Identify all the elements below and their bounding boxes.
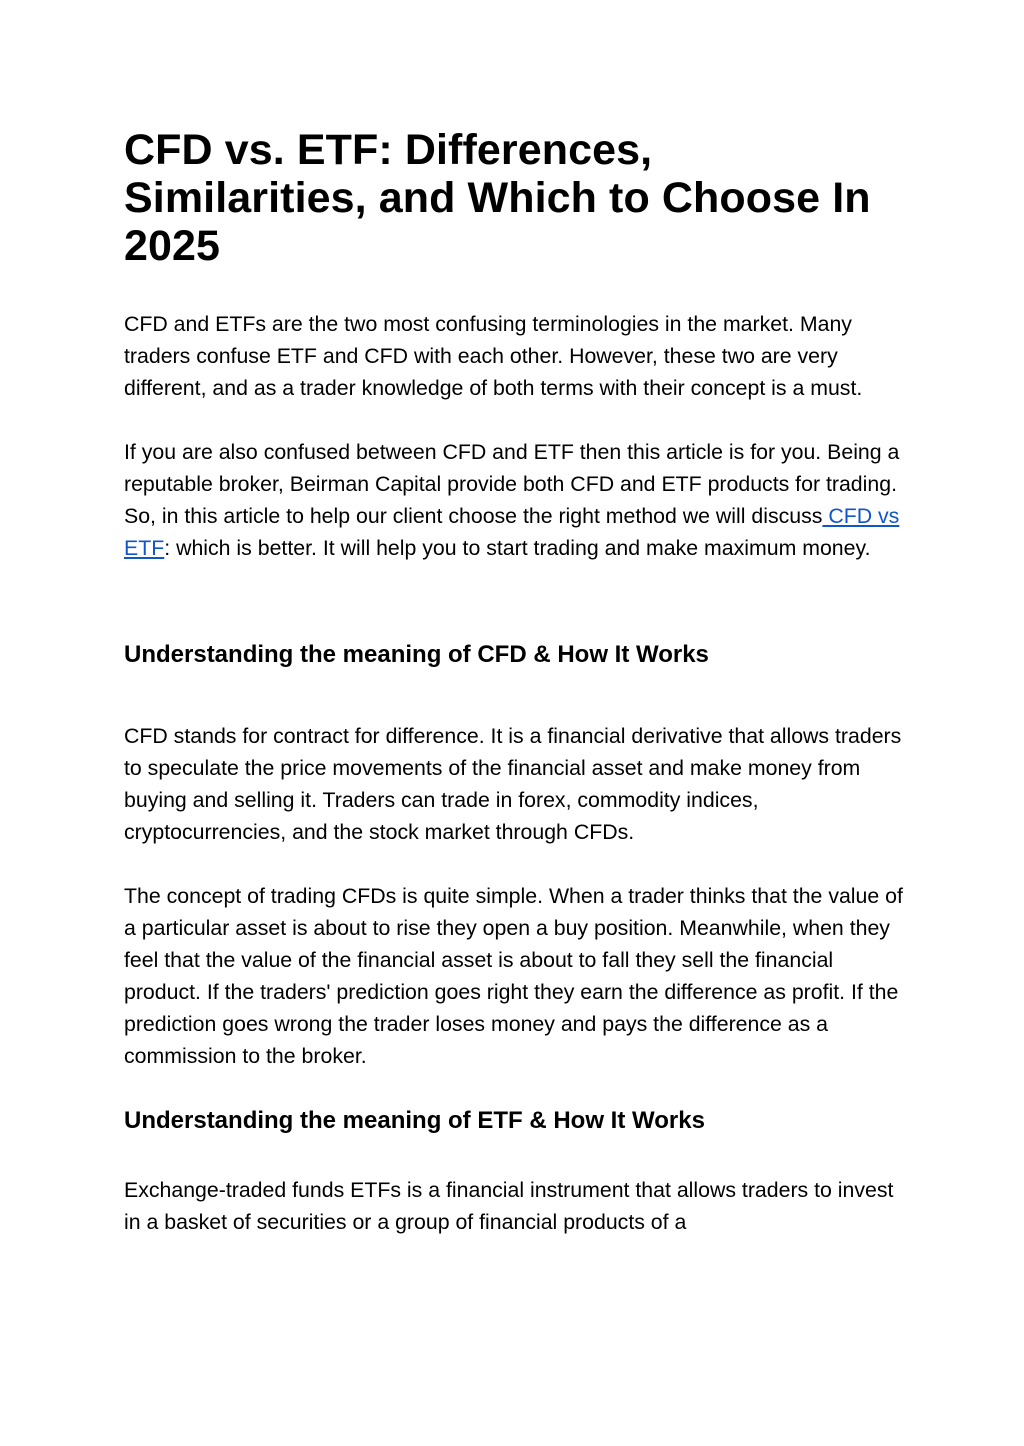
etf-paragraph-1: Exchange-traded funds ETFs is a financial instrument that allows traders to invest in a basket of securities or a group of financial products of a [124,1178,894,1234]
cfd-paragraph-1: CFD stands for contract for difference. It is a financial derivative that allows traders to speculate the price movements of the financial asset and make money from buying and selling it. Traders can trade in forex, commodity indices, cryptocurrencies, and the stock market through CFDs. [124,724,902,844]
intro-paragraph-1: CFD and ETFs are the two most confusing terminologies in the market. Many traders confuse ETF and CFD with each other. However, these two are very different, and as a trader knowledge of both terms with their concept is a must. [124,312,863,400]
intro-paragraph-2-text-after: : which is better. It will help you to start trading and make maximum money. [164,536,871,560]
intro-paragraph-2-text-before: If you are also confused between CFD and ETF then this article is for you. Being a reputable broker, Beirman Capital provide both CFD and ETF products for trading. So, in this article to help our client choose the right method we will discuss [124,440,900,528]
page-title: CFD vs. ETF: Differences, Similarities, and Which to Choose In 2025 [124,126,871,270]
document-page [124,126,904,1238]
etf-section-heading: Understanding the meaning of ETF & How It Works [124,1107,705,1134]
intro-paragraph-2 [124,436,904,564]
cfd-section-heading: Understanding the meaning of CFD & How It Works [124,641,709,668]
cfd-paragraph-2: The concept of trading CFDs is quite simple. When a trader thinks that the value of a particular asset is about to rise they open a buy position. Meanwhile, when they feel that the value of the financial asset is about to fall they sell the financial product. If the traders' prediction goes right they earn the difference as profit. If the prediction goes wrong the trader loses money and pays the difference as a commission to the broker. [124,884,903,1068]
cfd-vs-etf-link[interactable]: CFD vs ETF [124,504,900,560]
